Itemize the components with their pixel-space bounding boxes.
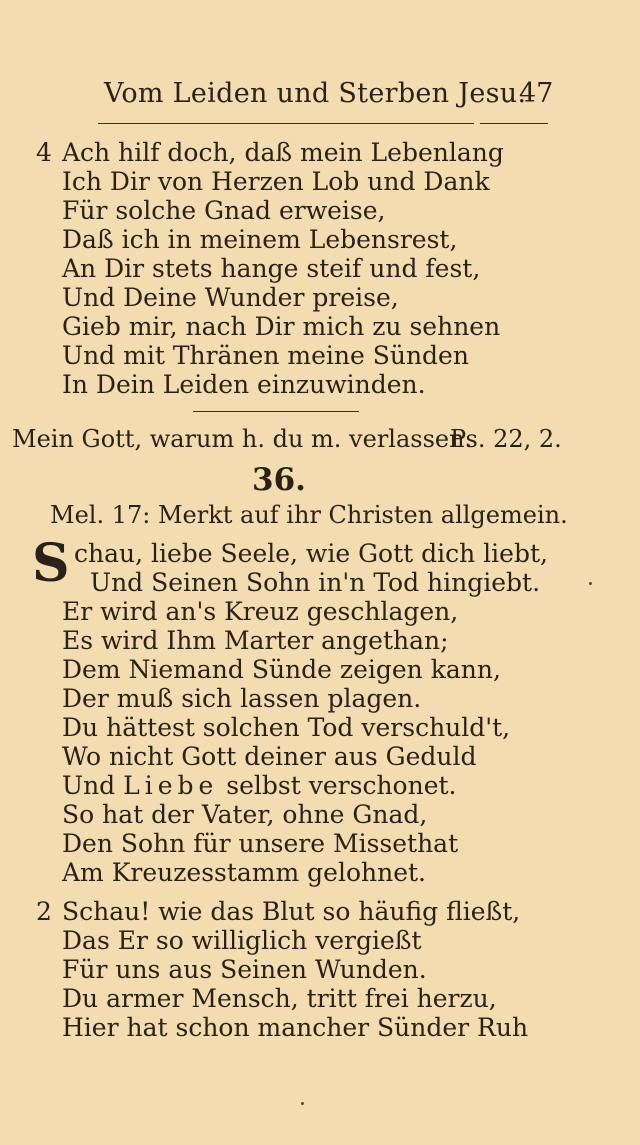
verse-line: Und mit Thränen meine Sünden xyxy=(62,341,469,370)
verse-line: Dem Niemand Sünde zeigen kann, xyxy=(62,655,501,684)
verse-line: Wo nicht Gott deiner aus Geduld xyxy=(62,742,477,771)
verse-line: Gieb mir, nach Dir mich zu sehnen xyxy=(62,312,501,341)
verse-line: Hier hat schon mancher Sünder Ruh xyxy=(62,1013,529,1042)
stanza-number: 2 xyxy=(36,897,52,926)
emphasized-word: Liebe xyxy=(123,771,219,800)
verse-line: Schau! wie das Blut so häufig fließt, xyxy=(62,897,521,926)
melody-reference: Mel. 17: Merkt auf ihr Christen allgemein. xyxy=(50,501,568,529)
verse-line: Es wird Ihm Marter angethan; xyxy=(62,626,449,655)
verse-line: Das Er so williglich vergießt xyxy=(62,926,422,955)
verse-line: In Dein Leiden einzuwinden. xyxy=(62,370,426,399)
running-header: Vom Leiden und Sterben Jesu. xyxy=(104,78,527,109)
verse-line: Du hättest solchen Tod verschuld't, xyxy=(62,713,511,742)
verse-line: Den Sohn für unsere Missethat xyxy=(62,829,459,858)
verse-line: chau, liebe Seele, wie Gott dich liebt, xyxy=(74,539,548,568)
verse-line: Für uns aus Seinen Wunden. xyxy=(62,955,427,984)
verse-line: Für solche Gnad erweise, xyxy=(62,196,386,225)
verse-line: So hat der Vater, ohne Gnad, xyxy=(62,800,428,829)
stanza-number: 4 xyxy=(36,138,52,167)
verse-line xyxy=(62,771,457,801)
verse-line: Und Seinen Sohn in'n Tod hingiebt. xyxy=(90,568,541,597)
paper-speck xyxy=(589,582,592,585)
verse-line: Der muß sich lassen plagen. xyxy=(62,684,422,713)
verse-line: Am Kreuzesstamm gelohnet. xyxy=(62,858,427,887)
verse-line: An Dir stets hange steif und fest, xyxy=(62,254,481,283)
header-rule-right xyxy=(480,123,548,124)
paper-speck xyxy=(301,1102,304,1105)
scripture-reference: Ps. 22, 2. xyxy=(450,425,562,453)
verse-line: Daß ich in meinem Lebensrest, xyxy=(62,225,458,254)
scripture-citation: Mein Gott, warum h. du m. verlassen. xyxy=(12,425,473,453)
verse-line: Ach hilf doch, daß mein Lebenlang xyxy=(62,138,504,167)
page-number: 47 xyxy=(519,78,554,109)
header-rule xyxy=(98,123,474,124)
verse-word: selbst verschonet. xyxy=(226,771,457,800)
verse-line: Ich Dir von Herzen Lob und Dank xyxy=(62,167,490,196)
verse-line: Du armer Mensch, tritt frei herzu, xyxy=(62,984,497,1013)
section-divider xyxy=(193,411,359,412)
drop-cap: S xyxy=(32,533,70,594)
verse-word: Und xyxy=(62,771,116,800)
hymn-number: 36. xyxy=(252,462,306,498)
verse-line: Und Deine Wunder preise, xyxy=(62,283,399,312)
verse-line: Er wird an's Kreuz geschlagen, xyxy=(62,597,459,626)
